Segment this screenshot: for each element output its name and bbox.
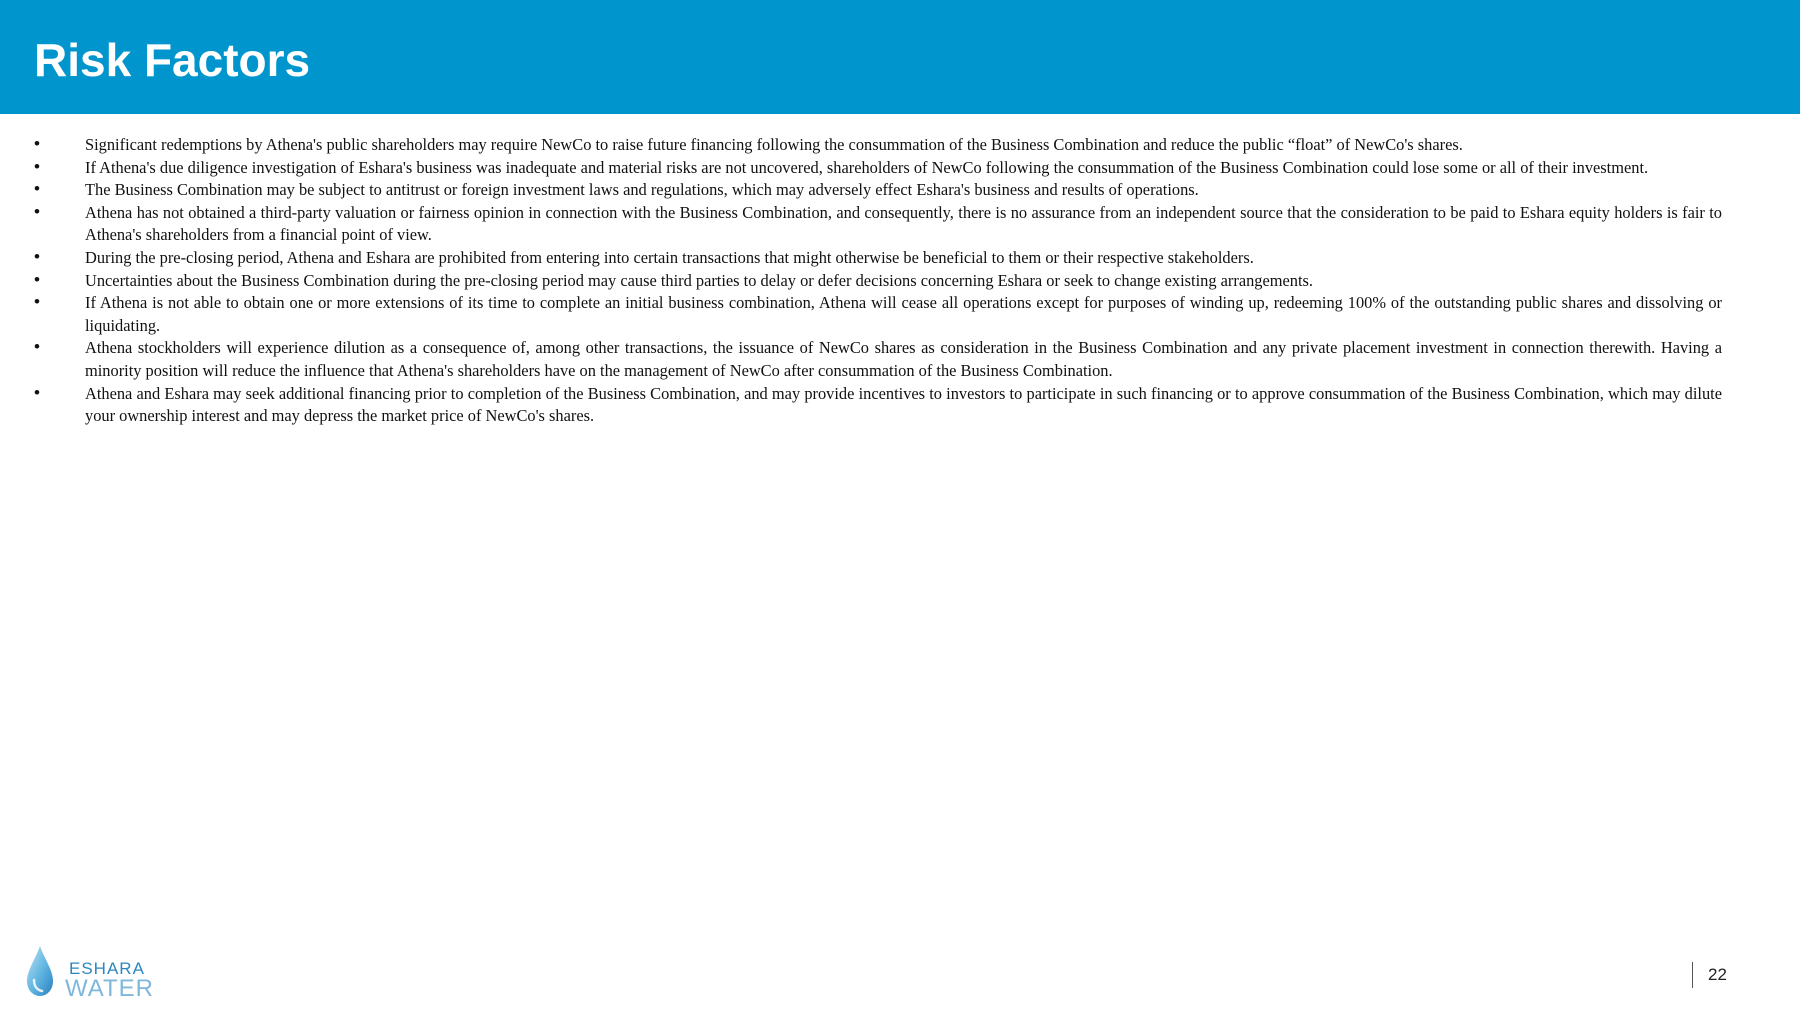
list-item [0,179,1800,202]
list-item [0,202,1800,247]
list-item [0,337,1800,382]
list-item [0,270,1800,293]
bullet: • [34,179,40,199]
bullet: • [34,337,40,357]
page-number-divider [1692,962,1693,988]
bullet: • [34,292,40,312]
risk-text: If Athena is not able to obtain one or more extensions of its time to complete an initial business combination, Athena will cease all operations except for purposes of winding up, redeeming 100% of the outstanding public shares and dissolving or liquidating. [85,293,1722,335]
risk-factor-list [0,134,1800,428]
risk-text: If Athena's due diligence investigation of Eshara's business was inadequate and material risks are not uncovered, shareholders of NewCo following the consummation of the Business Combination could lose some or all of their investment. [85,157,1649,177]
risk-text: Athena stockholders will experience dilution as a consequence of, among other transactions, the issuance of NewCo shares as consideration in the Business Combination and any private placement investment in connection therewith. Having a minority position will reduce the influence that Athena's shareholders have on the management of NewCo after consummation of the Business Combination. [85,338,1722,380]
risk-text: During the pre-closing period, Athena and Eshara are prohibited from entering into certain transactions that might otherwise be beneficial to them or their respective stakeholders. [85,247,1254,267]
list-item [0,134,1800,157]
page-number: 22 [1708,965,1727,984]
list-item [0,383,1800,428]
risk-text: Athena has not obtained a third-party valuation or fairness opinion in connection with the Business Combination, and consequently, there is no assurance from an independent source that the consideration to be paid to Eshara equity holders is fair to Athena's shareholders from a financial point of view. [85,202,1722,245]
bullet: • [34,201,40,221]
bullet: • [34,382,40,402]
logo-text-water: WATER [65,975,154,1002]
eshara-water-logo [25,944,160,1000]
bullet: • [34,269,40,289]
risk-text: Uncertainties about the Business Combination during the pre-closing period may cause third parties to delay or defer decisions concerning Eshara or seek to change existing arrangements. [85,270,1314,290]
risk-text: Athena and Eshara may seek additional financing prior to completion of the Business Combination, and may provide incentives to investors to participate in such financing or to approve consummation of the Business Combination, which may dilute your ownership interest and may depress the market price of NewCo's shares. [85,383,1722,426]
list-item [0,247,1800,270]
risk-text: Significant redemptions by Athena's public shareholders may require NewCo to raise future financing following the consummation of the Business Combination and reduce the public “float” of NewCo's shares. [85,135,1463,154]
list-item [0,292,1800,337]
logo-text-eshara: ESHARA [69,959,145,978]
bullet: • [34,134,40,153]
bullet: • [34,156,40,176]
list-item [0,157,1800,180]
water-drop-icon [25,944,59,998]
risk-text: The Business Combination may be subject to antitrust or foreign investment laws and regulations, which may adversely effect Eshara's business and results of operations. [85,180,1199,200]
page-title: Risk Factors [34,34,311,86]
bullet: • [34,246,40,266]
